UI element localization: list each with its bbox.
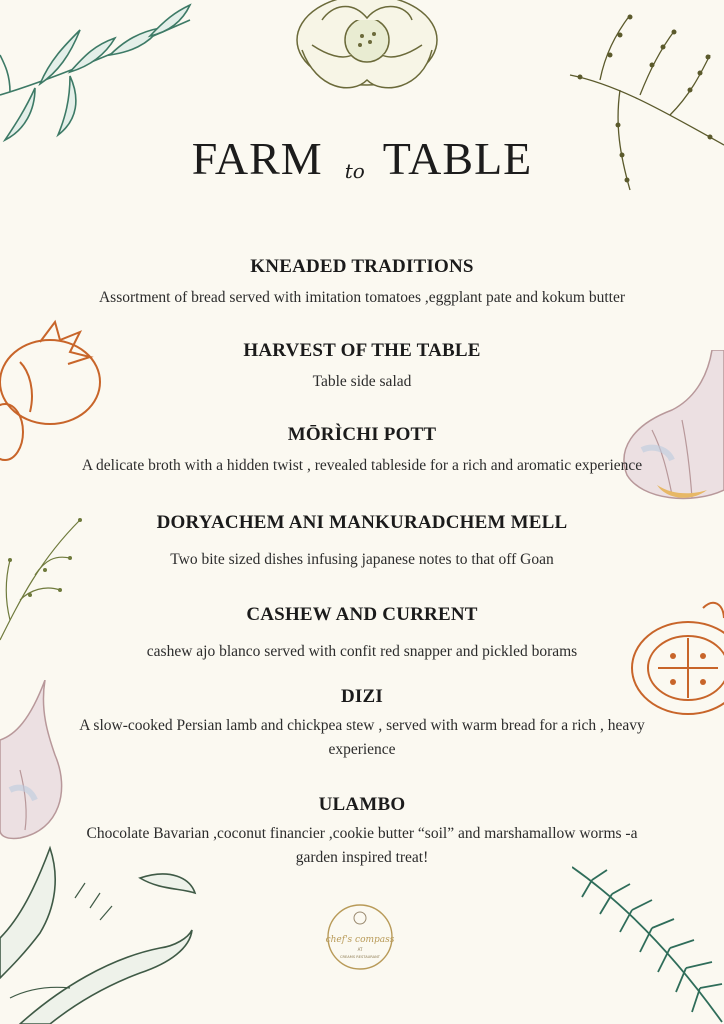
course-description: Assortment of bread served with imitation tomatoes ,eggplant pate and kokum butter (98, 289, 626, 306)
fern-icon (572, 862, 724, 1024)
menu-title (0, 132, 724, 185)
course-description: Two bite sized dishes infusing japanese notes to that off Goan (170, 551, 554, 568)
course-name: DORYACHEM ANI MANKURADCHEM MELL (156, 512, 568, 533)
course-name: ULAMBO (318, 794, 406, 815)
course-description: Table side salad (312, 373, 412, 390)
course-name: CASHEW AND CURRENT (246, 604, 478, 625)
course-description: Chocolate Bavarian ,coconut financier ,cookie butter “soil” and marshamallow worms -a garden inspired treat! (86, 825, 638, 866)
course-item (0, 340, 724, 394)
course-name: HARVEST OF THE TABLE (243, 340, 481, 361)
course-item (0, 604, 724, 664)
course-name: DIZI (341, 686, 383, 707)
course-description: cashew ajo blanco served with confit red snapper and pickled borams (146, 643, 578, 660)
title-connector: to (344, 159, 365, 183)
course-name: MŌRÌCHI POTT (287, 424, 437, 445)
course-item (0, 686, 724, 762)
logo-line2: AT (357, 947, 363, 952)
flower-icon (282, 0, 452, 95)
course-item (0, 512, 724, 572)
logo-line3: CREAMS RESTAURANT (339, 955, 381, 959)
title-left: FARM (191, 133, 323, 184)
restaurant-logo (310, 902, 410, 972)
course-description: A delicate broth with a hidden twist , revealed tableside for a rich and aromatic experience (81, 457, 643, 474)
course-description: A slow-cooked Persian lamb and chickpea stew , served with warm bread for a rich , heavy experience (79, 717, 645, 758)
title-right: TABLE (382, 133, 533, 184)
course-item (0, 794, 724, 870)
course-item (0, 256, 724, 310)
course-item (0, 424, 724, 478)
course-name: KNEADED TRADITIONS (250, 256, 474, 277)
logo-line1: chef's compass (325, 935, 395, 945)
